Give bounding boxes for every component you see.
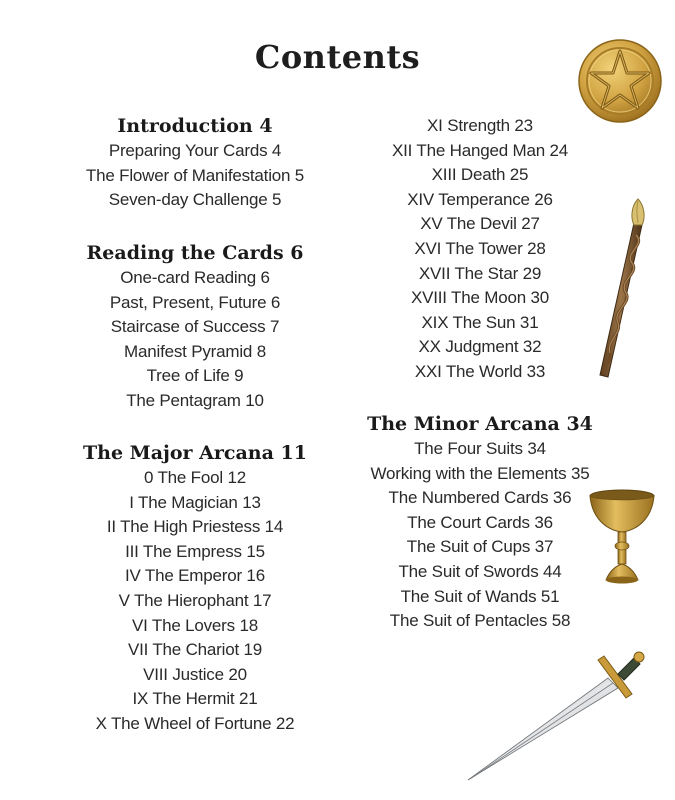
toc-entry[interactable]: XI Strength 23: [427, 116, 533, 135]
toc-entry[interactable]: The Suit of Swords 44: [398, 561, 562, 581]
toc-entry[interactable]: Past, Present, Future 6: [109, 292, 281, 312]
toc-entry[interactable]: XIV Temperance 26: [407, 189, 553, 209]
wand-icon: [590, 195, 650, 380]
toc-entry[interactable]: XXI The World 33: [414, 361, 546, 381]
toc-entry[interactable]: The Suit of Pentacles 58: [389, 611, 571, 631]
section-reading-the-cards: [40, 241, 350, 414]
toc-entry[interactable]: IX The Hermit 21: [132, 689, 258, 709]
toc-entry[interactable]: V The Hierophant 17: [118, 590, 272, 610]
toc-entry[interactable]: VII The Chariot 19: [127, 640, 263, 660]
section-minor-arcana: [350, 412, 610, 634]
toc-entry[interactable]: One-card Reading 6: [120, 268, 270, 287]
toc-entry[interactable]: XIX The Sun 31: [421, 312, 539, 332]
toc-entry[interactable]: The Flower of Manifestation 5: [85, 165, 305, 185]
toc-entry[interactable]: Seven-day Challenge 5: [108, 190, 282, 210]
toc-entry[interactable]: The Suit of Wands 51: [400, 586, 560, 606]
section-heading[interactable]: The Major Arcana 11: [83, 442, 307, 464]
toc-entry[interactable]: Tree of Life 9: [146, 366, 244, 386]
toc-entry[interactable]: II The High Priestess 14: [106, 517, 284, 537]
toc-entry[interactable]: I The Magician 13: [129, 492, 261, 512]
toc-entry[interactable]: XX Judgment 32: [418, 337, 542, 357]
section-major-arcana-continued: [350, 114, 610, 385]
toc-entry[interactable]: 0 The Fool 12: [144, 468, 246, 487]
toc-entry[interactable]: IV The Emperor 16: [125, 566, 265, 586]
section-heading[interactable]: Reading the Cards 6: [86, 242, 304, 264]
toc-entry[interactable]: Staircase of Success 7: [110, 317, 280, 337]
toc-entry[interactable]: Manifest Pyramid 8: [124, 341, 266, 361]
toc-entry[interactable]: XVII The Star 29: [418, 263, 542, 283]
toc-entry[interactable]: The Suit of Cups 37: [406, 537, 554, 557]
toc-entry[interactable]: The Numbered Cards 36: [388, 488, 572, 508]
section-introduction: [40, 114, 350, 213]
toc-entry[interactable]: The Pentagram 10: [126, 390, 264, 410]
toc-entry[interactable]: XVI The Tower 28: [414, 238, 546, 258]
section-major-arcana: [40, 441, 350, 737]
toc-entry[interactable]: VI The Lovers 18: [132, 615, 258, 635]
sword-icon: [462, 646, 652, 784]
toc-entry[interactable]: III The Empress 15: [125, 541, 265, 561]
toc-entry[interactable]: VIII Justice 20: [143, 664, 247, 684]
toc-entry[interactable]: Working with the Elements 35: [370, 463, 590, 483]
cup-icon: [586, 488, 658, 586]
toc-entry[interactable]: XIII Death 25: [431, 165, 529, 185]
toc-entry[interactable]: The Four Suits 34: [414, 439, 546, 458]
toc-entry[interactable]: XII The Hanged Man 24: [392, 140, 568, 160]
toc-entry[interactable]: XV The Devil 27: [420, 214, 540, 234]
toc-entry[interactable]: The Court Cards 36: [407, 512, 553, 532]
page-title: Contents: [254, 38, 421, 76]
toc-entry[interactable]: XVIII The Moon 30: [410, 288, 550, 308]
section-heading[interactable]: Introduction 4: [117, 115, 273, 137]
toc-entry[interactable]: X The Wheel of Fortune 22: [95, 713, 295, 733]
pentacle-icon: [577, 38, 663, 124]
section-heading[interactable]: The Minor Arcana 34: [367, 413, 593, 435]
toc-entry[interactable]: Preparing Your Cards 4: [108, 141, 282, 160]
